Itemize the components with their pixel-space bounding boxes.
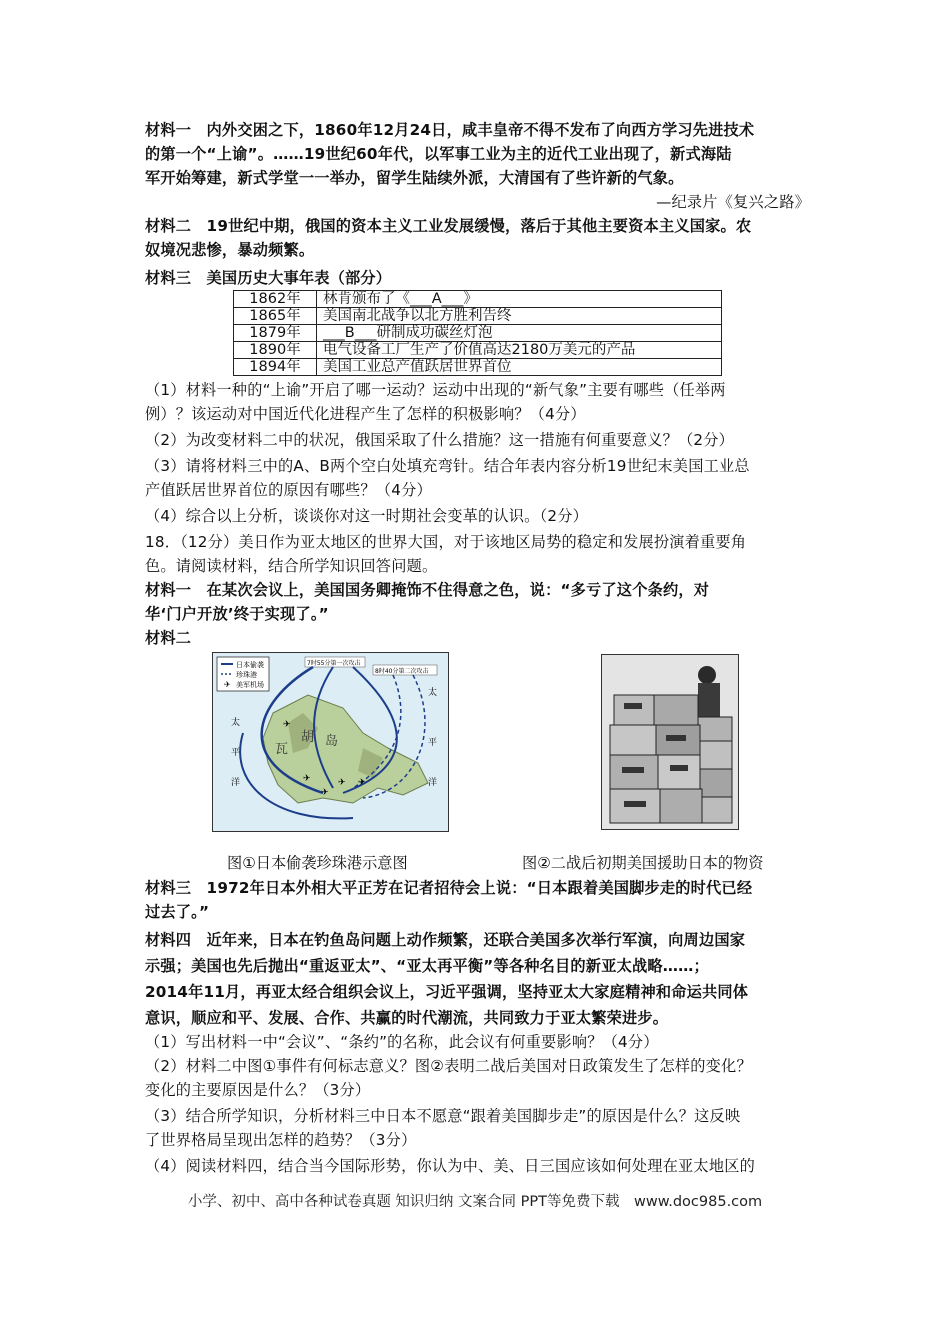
q18-material3-line2: 过去了。” <box>145 903 210 921</box>
figure2-caption: 图②二战后初期美国援助日本的物资 <box>522 854 764 872</box>
q18-question-line: （4）阅读材料四，结合当今国际形势，你认为中、美、日三国应该如何处理在亚太地区的 <box>145 1157 755 1175</box>
q18-question-line: （3）结合所学知识，分析材料三中日本不愿意“跟着美国脚步走”的原因是什么？这反映 <box>145 1107 741 1125</box>
q18-question-line: 了世界格局呈现出怎样的趋势？（3分） <box>145 1131 417 1149</box>
table-row <box>234 359 722 376</box>
q18-material4-line1: 材料四 近年来，日本在钓鱼岛问题上动作频繁，还联合美国多次举行军演，向周边国家 <box>145 931 746 949</box>
q18-material2-heading: 材料二 <box>145 629 192 647</box>
timeline-year: 1890年 <box>234 342 317 359</box>
map-label: 平 <box>231 748 241 758</box>
material1-line2: 的第一个“上谕”。……19世纪60年代，以军事工业为主的近代工业出现了，新式海陆 <box>145 145 732 163</box>
svg-text:✈: ✈ <box>283 720 291 730</box>
timeline-year: 1894年 <box>234 359 317 376</box>
timeline-event: ___B___研制成功碳丝灯泡 <box>317 325 722 342</box>
question-18-line1: 18．（12分）美日作为亚太地区的世界大国，对于该地区局势的稳定和发展扮演着重要角 <box>145 533 747 551</box>
svg-text:✈: ✈ <box>321 788 329 798</box>
figure1-caption: 图①日本偷袭珍珠港示意图 <box>227 854 408 872</box>
map-note: 8时40分第二次攻击 <box>375 668 429 675</box>
map-label: 胡 <box>301 730 315 745</box>
q18-material1-line2: 华‘门户开放’终于实现了。” <box>145 605 329 623</box>
timeline-year: 1879年 <box>234 325 317 342</box>
map-note: 7时55分第一次攻击 <box>307 660 361 667</box>
table-row <box>234 308 722 325</box>
map-label: 平 <box>428 738 438 748</box>
material2-line2: 奴境况悲惨，暴动频繁。 <box>145 241 315 259</box>
question-line: （3）请将材料三中的A、B两个空白处填充弯针。结合年表内容分析19世纪末美国工业总 <box>145 457 750 475</box>
svg-text:✈: ✈ <box>358 778 366 788</box>
material2-line1: 材料二 19世纪中期，俄国的资本主义工业发展缓慢，落后于其他主要资本主义国家。农 <box>145 217 752 235</box>
page-footer: 小学、初中、高中各种试卷真题 知识归纳 文案合同 PPT等免费下载 www.doc985.com <box>187 1194 763 1210</box>
question-18-line2: 色。请阅读材料，结合所学知识回答问题。 <box>145 557 438 575</box>
map-legend-label: 珍珠港 <box>236 671 257 679</box>
material1-source: —纪录片《复兴之路》 <box>656 193 810 211</box>
question-line: 例）？该运动对中国近代化进程产生了怎样的积极影响？（4分） <box>145 405 586 423</box>
table-row <box>234 291 722 308</box>
map-label: 瓦 <box>275 742 289 757</box>
q18-material1-line1: 材料一 在某次会议上，美国国务卿掩饰不住得意之色，说：“多亏了这个条约，对 <box>145 581 710 599</box>
question-line: （1）材料一种的“上谕”开启了哪一运动？运动中出现的“新气象”主要有哪些（任举两 <box>145 381 726 399</box>
question-line: （4）综合以上分析，谈谈你对这一时期社会变革的认识。（2分） <box>145 507 588 525</box>
table-row <box>234 325 722 342</box>
q18-material4-line3: 2014年11月，再亚太经合组织会议上，习近平强调，坚持亚太大家庭精神和命运共同体 <box>145 983 749 1001</box>
timeline-event: 美国南北战争以北方胜利告终 <box>317 308 722 325</box>
q18-material3-line1: 材料三 1972年日本外相大平正芳在记者招待会上说：“日本跟着美国脚步走的时代已经 <box>145 879 753 897</box>
material1-line3: 军开始筹建，新式学堂一一举办，留学生陆续外派，大清国有了些许新的气象。 <box>145 169 684 187</box>
svg-text:✈: ✈ <box>303 774 311 784</box>
q18-question-line: （2）材料二中图①事件有何标志意义？图②表明二战后美国对日政策发生了怎样的变化？ <box>145 1057 752 1075</box>
map-legend-label: 日本偷袭 <box>236 661 264 669</box>
timeline-event: 美国工业总产值跃居世界首位 <box>317 359 722 376</box>
question-line: （2）为改变材料二中的状况，俄国采取了什么措施？这一措施有何重要意义？（2分） <box>145 431 735 449</box>
table-row <box>234 342 722 359</box>
map-label: 洋 <box>428 778 438 788</box>
map-label: 太 <box>231 718 241 728</box>
svg-text:✈: ✈ <box>224 680 231 689</box>
map-label: 岛 <box>325 734 339 749</box>
q18-material4-line2: 示强；美国也先后抛出“重返亚太”、“亚太再平衡”等各种名目的新亚太战略……； <box>145 957 709 975</box>
map-legend-label: 美军机场 <box>236 681 264 689</box>
material3-heading: 材料三 美国历史大事年表（部分） <box>145 269 392 287</box>
timeline-event: 电气设备工厂生产了价值高达2180万美元的产品 <box>317 342 722 359</box>
q18-question-line: （1）写出材料一中“会议”、“条约”的名称，此会议有何重要影响？（4分） <box>145 1033 659 1051</box>
pearl-harbor-map <box>212 652 449 832</box>
map-label: 洋 <box>231 778 241 788</box>
svg-text:✈: ✈ <box>338 778 346 788</box>
aid-supplies-photo <box>601 654 739 830</box>
q18-question-line: 变化的主要原因是什么？（3分） <box>145 1081 371 1099</box>
question-line: 产值跃居世界首位的原因有哪些？（4分） <box>145 481 432 499</box>
timeline-event: 林肯颁布了《___A___》 <box>317 291 722 308</box>
material1-line1: 材料一 内外交困之下，1860年12月24日，咸丰皇帝不得不发布了向西方学习先进技术 <box>145 121 755 139</box>
timeline-year: 1862年 <box>234 291 317 308</box>
timeline-table <box>233 290 722 376</box>
q18-material4-line4: 意识，顺应和平、发展、合作、共赢的时代潮流，共同致力于亚太繁荣进步。 <box>145 1009 669 1027</box>
timeline-year: 1865年 <box>234 308 317 325</box>
map-label: 太 <box>428 688 438 698</box>
